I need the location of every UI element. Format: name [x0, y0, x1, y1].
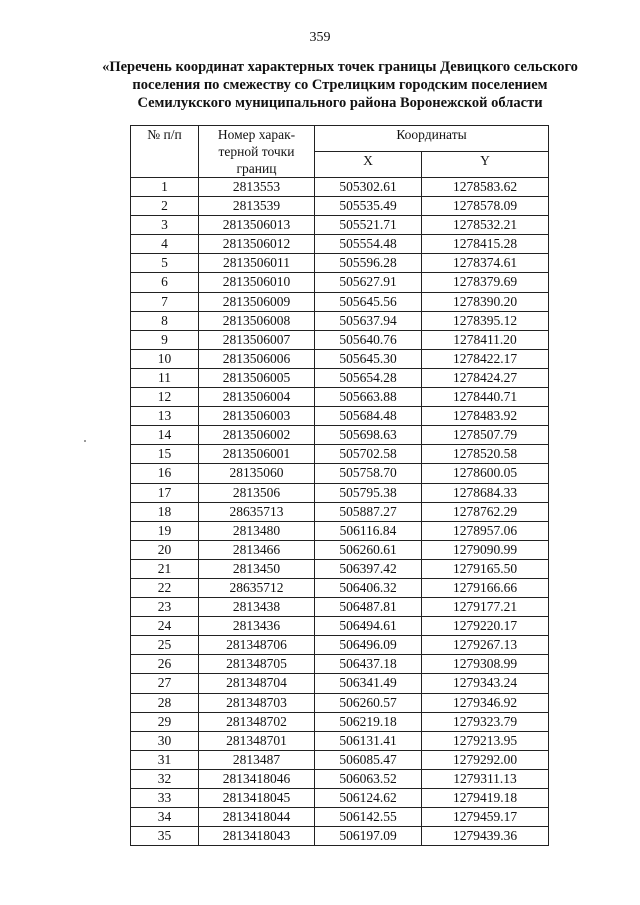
cell-point-number: 2813450 [199, 559, 315, 578]
table-row [131, 388, 549, 407]
cell-x: 505684.48 [315, 407, 422, 426]
header-row-number: № п/п [131, 126, 199, 178]
cell-point-number: 28635713 [199, 502, 315, 521]
table-row [131, 731, 549, 750]
cell-y: 1278507.79 [422, 426, 549, 445]
table-row [131, 655, 549, 674]
cell-row-number: 2 [131, 197, 199, 216]
cell-y: 1279459.17 [422, 808, 549, 827]
cell-row-number: 32 [131, 769, 199, 788]
header-point-number [199, 126, 315, 178]
cell-point-number: 2813539 [199, 197, 315, 216]
cell-y: 1279323.79 [422, 712, 549, 731]
cell-row-number: 20 [131, 540, 199, 559]
table-row [131, 368, 549, 387]
table-row [131, 311, 549, 330]
cell-point-number: 2813418043 [199, 827, 315, 846]
cell-x: 506487.81 [315, 598, 422, 617]
cell-y: 1278520.58 [422, 445, 549, 464]
cell-row-number: 16 [131, 464, 199, 483]
cell-row-number: 25 [131, 636, 199, 655]
cell-y: 1279090.99 [422, 540, 549, 559]
cell-x: 505640.76 [315, 330, 422, 349]
cell-y: 1279213.95 [422, 731, 549, 750]
cell-point-number: 2813506005 [199, 368, 315, 387]
cell-x: 506197.09 [315, 827, 422, 846]
cell-y: 1279311.13 [422, 769, 549, 788]
cell-x: 505554.48 [315, 235, 422, 254]
cell-row-number: 17 [131, 483, 199, 502]
table-header [131, 126, 549, 178]
table-row [131, 674, 549, 693]
cell-point-number: 2813466 [199, 540, 315, 559]
cell-point-number: 2813438 [199, 598, 315, 617]
cell-row-number: 10 [131, 349, 199, 368]
table-row [131, 407, 549, 426]
table-row [131, 216, 549, 235]
cell-x: 506116.84 [315, 521, 422, 540]
cell-point-number: 2813418046 [199, 769, 315, 788]
title-line: Семилукского муниципального района Воронежской области [137, 95, 543, 111]
cell-row-number: 30 [131, 731, 199, 750]
cell-x: 506063.52 [315, 769, 422, 788]
cell-point-number: 2813506013 [199, 216, 315, 235]
cell-y: 1279166.66 [422, 578, 549, 597]
cell-point-number: 2813487 [199, 750, 315, 769]
cell-point-number: 2813553 [199, 178, 315, 197]
cell-y: 1278532.21 [422, 216, 549, 235]
cell-y: 1278415.28 [422, 235, 549, 254]
table-row [131, 254, 549, 273]
cell-y: 1278411.20 [422, 330, 549, 349]
table-row [131, 789, 549, 808]
table-row [131, 330, 549, 349]
table-row [131, 750, 549, 769]
cell-y: 1279267.13 [422, 636, 549, 655]
cell-x: 506131.41 [315, 731, 422, 750]
cell-row-number: 26 [131, 655, 199, 674]
table-row [131, 827, 549, 846]
table-row [131, 445, 549, 464]
cell-x: 505302.61 [315, 178, 422, 197]
cell-x: 506085.47 [315, 750, 422, 769]
cell-y: 1279292.00 [422, 750, 549, 769]
table-row [131, 235, 549, 254]
table-body [131, 178, 549, 846]
cell-row-number: 12 [131, 388, 199, 407]
cell-point-number: 2813506012 [199, 235, 315, 254]
cell-y: 1279346.92 [422, 693, 549, 712]
cell-x: 505596.28 [315, 254, 422, 273]
cell-x: 506406.32 [315, 578, 422, 597]
cell-point-number: 2813506011 [199, 254, 315, 273]
cell-row-number: 35 [131, 827, 199, 846]
table-row [131, 578, 549, 597]
cell-row-number: 18 [131, 502, 199, 521]
cell-x: 505758.70 [315, 464, 422, 483]
cell-y: 1279220.17 [422, 617, 549, 636]
table-row [131, 292, 549, 311]
cell-row-number: 21 [131, 559, 199, 578]
cell-point-number: 2813506002 [199, 426, 315, 445]
table-row [131, 693, 549, 712]
cell-row-number: 23 [131, 598, 199, 617]
cell-row-number: 9 [131, 330, 199, 349]
cell-x: 505887.27 [315, 502, 422, 521]
cell-y: 1278578.09 [422, 197, 549, 216]
cell-row-number: 7 [131, 292, 199, 311]
table-row [131, 540, 549, 559]
cell-point-number: 28635712 [199, 578, 315, 597]
cell-x: 505627.91 [315, 273, 422, 292]
cell-x: 506437.18 [315, 655, 422, 674]
cell-x: 505795.38 [315, 483, 422, 502]
table-row [131, 502, 549, 521]
cell-point-number: 2813506004 [199, 388, 315, 407]
table-row [131, 712, 549, 731]
cell-point-number: 2813418045 [199, 789, 315, 808]
table-row [131, 426, 549, 445]
cell-x: 505663.88 [315, 388, 422, 407]
cell-row-number: 31 [131, 750, 199, 769]
cell-point-number: 2813506008 [199, 311, 315, 330]
cell-point-number: 2813506006 [199, 349, 315, 368]
table-row [131, 808, 549, 827]
cell-x: 506494.61 [315, 617, 422, 636]
table-row [131, 178, 549, 197]
cell-y: 1278374.61 [422, 254, 549, 273]
cell-point-number: 2813418044 [199, 808, 315, 827]
cell-y: 1279308.99 [422, 655, 549, 674]
cell-row-number: 14 [131, 426, 199, 445]
cell-y: 1278483.92 [422, 407, 549, 426]
cell-y: 1278379.69 [422, 273, 549, 292]
cell-y: 1278440.71 [422, 388, 549, 407]
table-row [131, 349, 549, 368]
cell-point-number: 2813506009 [199, 292, 315, 311]
cell-y: 1278422.17 [422, 349, 549, 368]
cell-point-number: 2813506001 [199, 445, 315, 464]
cell-y: 1279343.24 [422, 674, 549, 693]
cell-row-number: 19 [131, 521, 199, 540]
table-row [131, 617, 549, 636]
table-row [131, 197, 549, 216]
cell-row-number: 33 [131, 789, 199, 808]
cell-x: 505698.63 [315, 426, 422, 445]
cell-row-number: 5 [131, 254, 199, 273]
table-row [131, 636, 549, 655]
cell-row-number: 8 [131, 311, 199, 330]
cell-row-number: 11 [131, 368, 199, 387]
cell-x: 506124.62 [315, 789, 422, 808]
cell-x: 505645.30 [315, 349, 422, 368]
table-row [131, 598, 549, 617]
cell-row-number: 1 [131, 178, 199, 197]
margin-mark [84, 440, 86, 442]
table-row [131, 483, 549, 502]
cell-x: 506260.57 [315, 693, 422, 712]
table-row [131, 464, 549, 483]
cell-x: 506142.55 [315, 808, 422, 827]
cell-x: 505521.71 [315, 216, 422, 235]
table-row [131, 521, 549, 540]
cell-row-number: 3 [131, 216, 199, 235]
cell-x: 506496.09 [315, 636, 422, 655]
cell-x: 505637.94 [315, 311, 422, 330]
header-point-line: границ [236, 161, 277, 176]
table-row [131, 559, 549, 578]
header-point-line: терной точки [218, 144, 295, 159]
cell-row-number: 22 [131, 578, 199, 597]
cell-point-number: 281348705 [199, 655, 315, 674]
cell-row-number: 13 [131, 407, 199, 426]
cell-y: 1279439.36 [422, 827, 549, 846]
title-line: «Перечень координат характерных точек границы Девицкого сельского [102, 59, 578, 75]
cell-row-number: 34 [131, 808, 199, 827]
cell-row-number: 15 [131, 445, 199, 464]
header-x: X [315, 152, 422, 178]
cell-point-number: 2813436 [199, 617, 315, 636]
cell-point-number: 2813506003 [199, 407, 315, 426]
cell-y: 1278395.12 [422, 311, 549, 330]
cell-y: 1278684.33 [422, 483, 549, 502]
cell-x: 506397.42 [315, 559, 422, 578]
cell-x: 506260.61 [315, 540, 422, 559]
cell-y: 1279419.18 [422, 789, 549, 808]
table-row [131, 273, 549, 292]
header-y: Y [422, 152, 549, 178]
cell-row-number: 29 [131, 712, 199, 731]
cell-point-number: 281348702 [199, 712, 315, 731]
cell-row-number: 28 [131, 693, 199, 712]
cell-row-number: 24 [131, 617, 199, 636]
cell-y: 1278583.62 [422, 178, 549, 197]
page-number: 359 [309, 30, 331, 45]
cell-point-number: 2813506010 [199, 273, 315, 292]
cell-point-number: 281348703 [199, 693, 315, 712]
cell-y: 1278390.20 [422, 292, 549, 311]
cell-point-number: 2813480 [199, 521, 315, 540]
cell-row-number: 27 [131, 674, 199, 693]
cell-row-number: 4 [131, 235, 199, 254]
header-point-line: Номер харак- [217, 127, 296, 142]
cell-x: 506219.18 [315, 712, 422, 731]
cell-x: 505702.58 [315, 445, 422, 464]
document-title [70, 58, 610, 112]
coordinates-table [130, 125, 549, 846]
cell-y: 1278600.05 [422, 464, 549, 483]
header-coordinates: Координаты [315, 126, 549, 152]
cell-x: 505535.49 [315, 197, 422, 216]
cell-point-number: 2813506007 [199, 330, 315, 349]
cell-y: 1278957.06 [422, 521, 549, 540]
cell-point-number: 281348701 [199, 731, 315, 750]
cell-point-number: 2813506 [199, 483, 315, 502]
cell-y: 1278762.29 [422, 502, 549, 521]
cell-point-number: 281348704 [199, 674, 315, 693]
title-line: поселения по смежеству со Стрелицким городским поселением [132, 77, 548, 93]
cell-y: 1278424.27 [422, 368, 549, 387]
cell-point-number: 281348706 [199, 636, 315, 655]
cell-x: 505645.56 [315, 292, 422, 311]
cell-x: 505654.28 [315, 368, 422, 387]
cell-point-number: 28135060 [199, 464, 315, 483]
cell-row-number: 6 [131, 273, 199, 292]
table-row [131, 769, 549, 788]
cell-y: 1279177.21 [422, 598, 549, 617]
cell-y: 1279165.50 [422, 559, 549, 578]
cell-x: 506341.49 [315, 674, 422, 693]
